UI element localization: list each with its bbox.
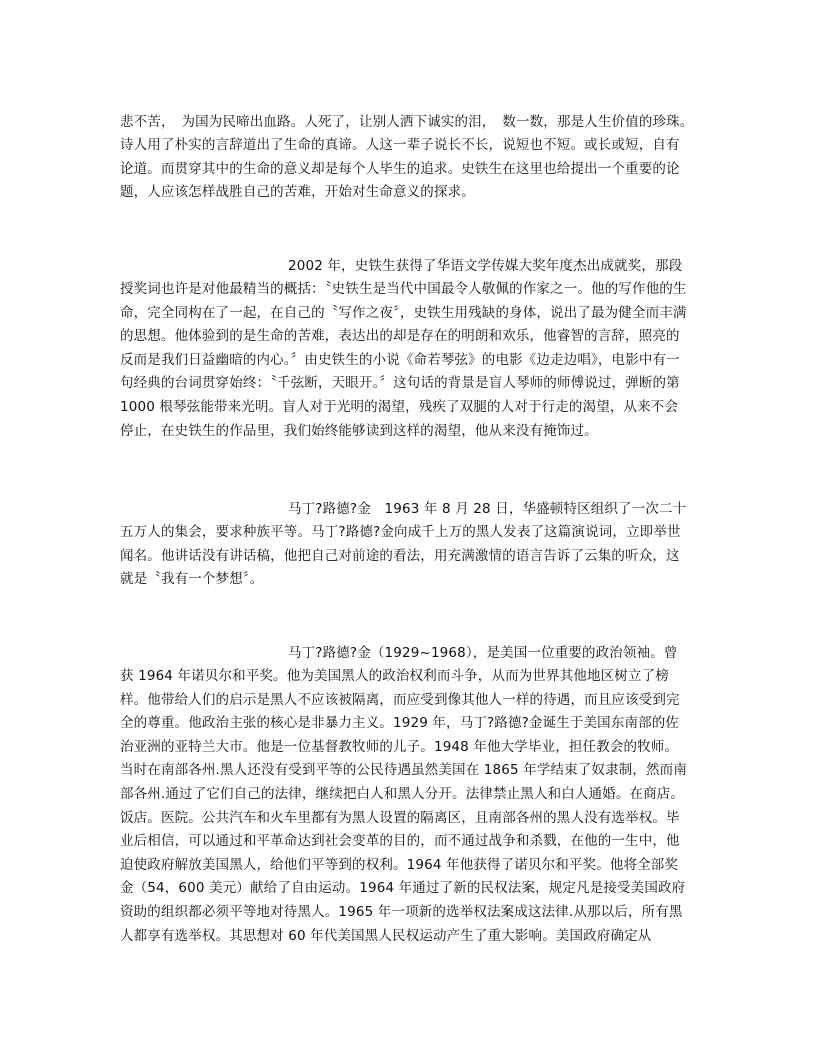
paragraph-mlk-speech: 马丁?路德?金 1963 年 8 月 28 日，华盛顿特区组织了一次二十五万人的集会，要求种族平等。马丁?路德?金向成千上万的黑人发表了这篇演说词，立即举世闻名。他讲话没有讲话稿，他把自己对前途的看法，用充满激情的语言告诉了云集的听众，这就是〝我有一个梦想〞。 [120,500,687,588]
paragraph-life-meaning: 悲不苦， 为国为民啼出血路。人死了，让别人洒下诚实的泪， 数一数，那是人生价值的珍珠。 诗人用了朴实的言辞道出了生命的真谛。人这一辈子说长不长，说短也不短。或长或短，自有论道。而贯穿其中的生命的意义却是每个人毕生的追求。史铁生在这里也给提出一个重要的论题，人应该怎样战胜自己的苦难，开始对生命意义的探求。 [120,113,701,201]
paragraph-shi-tiesheng-award: 2002 年，史铁生获得了华语文学传媒大奖年度杰出成就奖，那段授奖词也许是对他最精当的概括：〝史铁生是当代中国最令人敬佩的作家之一。他的写作他的生命，完全同构在了一起，在自己的〝写作之夜〞，史铁生用残缺的身体，说出了最为健全而丰满的思想。他体验到的是生命的苦难，表达出的却是存在的明朗和欢乐，他睿智的言辞，照亮的反而是我们日益幽暗的内心。〞由史铁生的小说《命若琴弦》的电影《边走边唱》，电影中有一句经典的台词贯穿始终：〝千弦断，天眼开。〞这句话的背景是盲人琴师的师傅说过，弹断的第 1000 根琴弦能带来光明。盲人对于光明的渴望，残疾了双腿的人对于行走的渴望，从来不会停止，在史铁生的作品里，我们始终能够读到这样的渴望，他从来没有掩饰过。 [120,257,687,439]
paragraph-mlk-biography: 马丁?路德?金（1929~1968），是美国一位重要的政治领袖。曾获 1964 年诺贝尔和平奖。他为美国黑人的政治权利而斗争，从而为世界其他地区树立了榜样。他带给人们的启示是黑人不应该被隔离，而应受到像其他人一样的待遇，而且应该受到完全的尊重。他政治主张的核心是非暴力主义。1929 年，马丁?路德?金诞生于美国东南部的佐治亚洲的亚特兰大市。他是一位基督教牧师的儿子。1948 年他大学毕业，担任教会的牧师。当时在南部各州.黑人还没有受到平等的公民待遇虽然美国在 1865 年学结束了奴隶制，然而南部各州.通过了它们自己的法律，继续把白人和黑人分开。法律禁止黑人和白人通婚。在商店。饭店。医院。公共汽车和火车里都有为黑人设置的隔离区，且南部各州的黑人没有选举权。毕业后相信，可以通过和平革命达到社会变革的目的，而不通过战争和杀戮，在他的一生中，他迫使政府解放美国黑人，给他们平等到的权利。1964 年他获得了诺贝尔和平奖。他将全部奖金（54，600 美元）献给了自由运动。1964 年通过了新的民权法案，规定凡是接受美国政府资助的组织都必须平等地对待黑人。1965 年一项新的选举权法案成这法律.从那以后，所有黑人都享有选举权。其思想对 60 年代美国黑人民权运动产生了重大影响。美国政府确定从 [120,644,687,944]
